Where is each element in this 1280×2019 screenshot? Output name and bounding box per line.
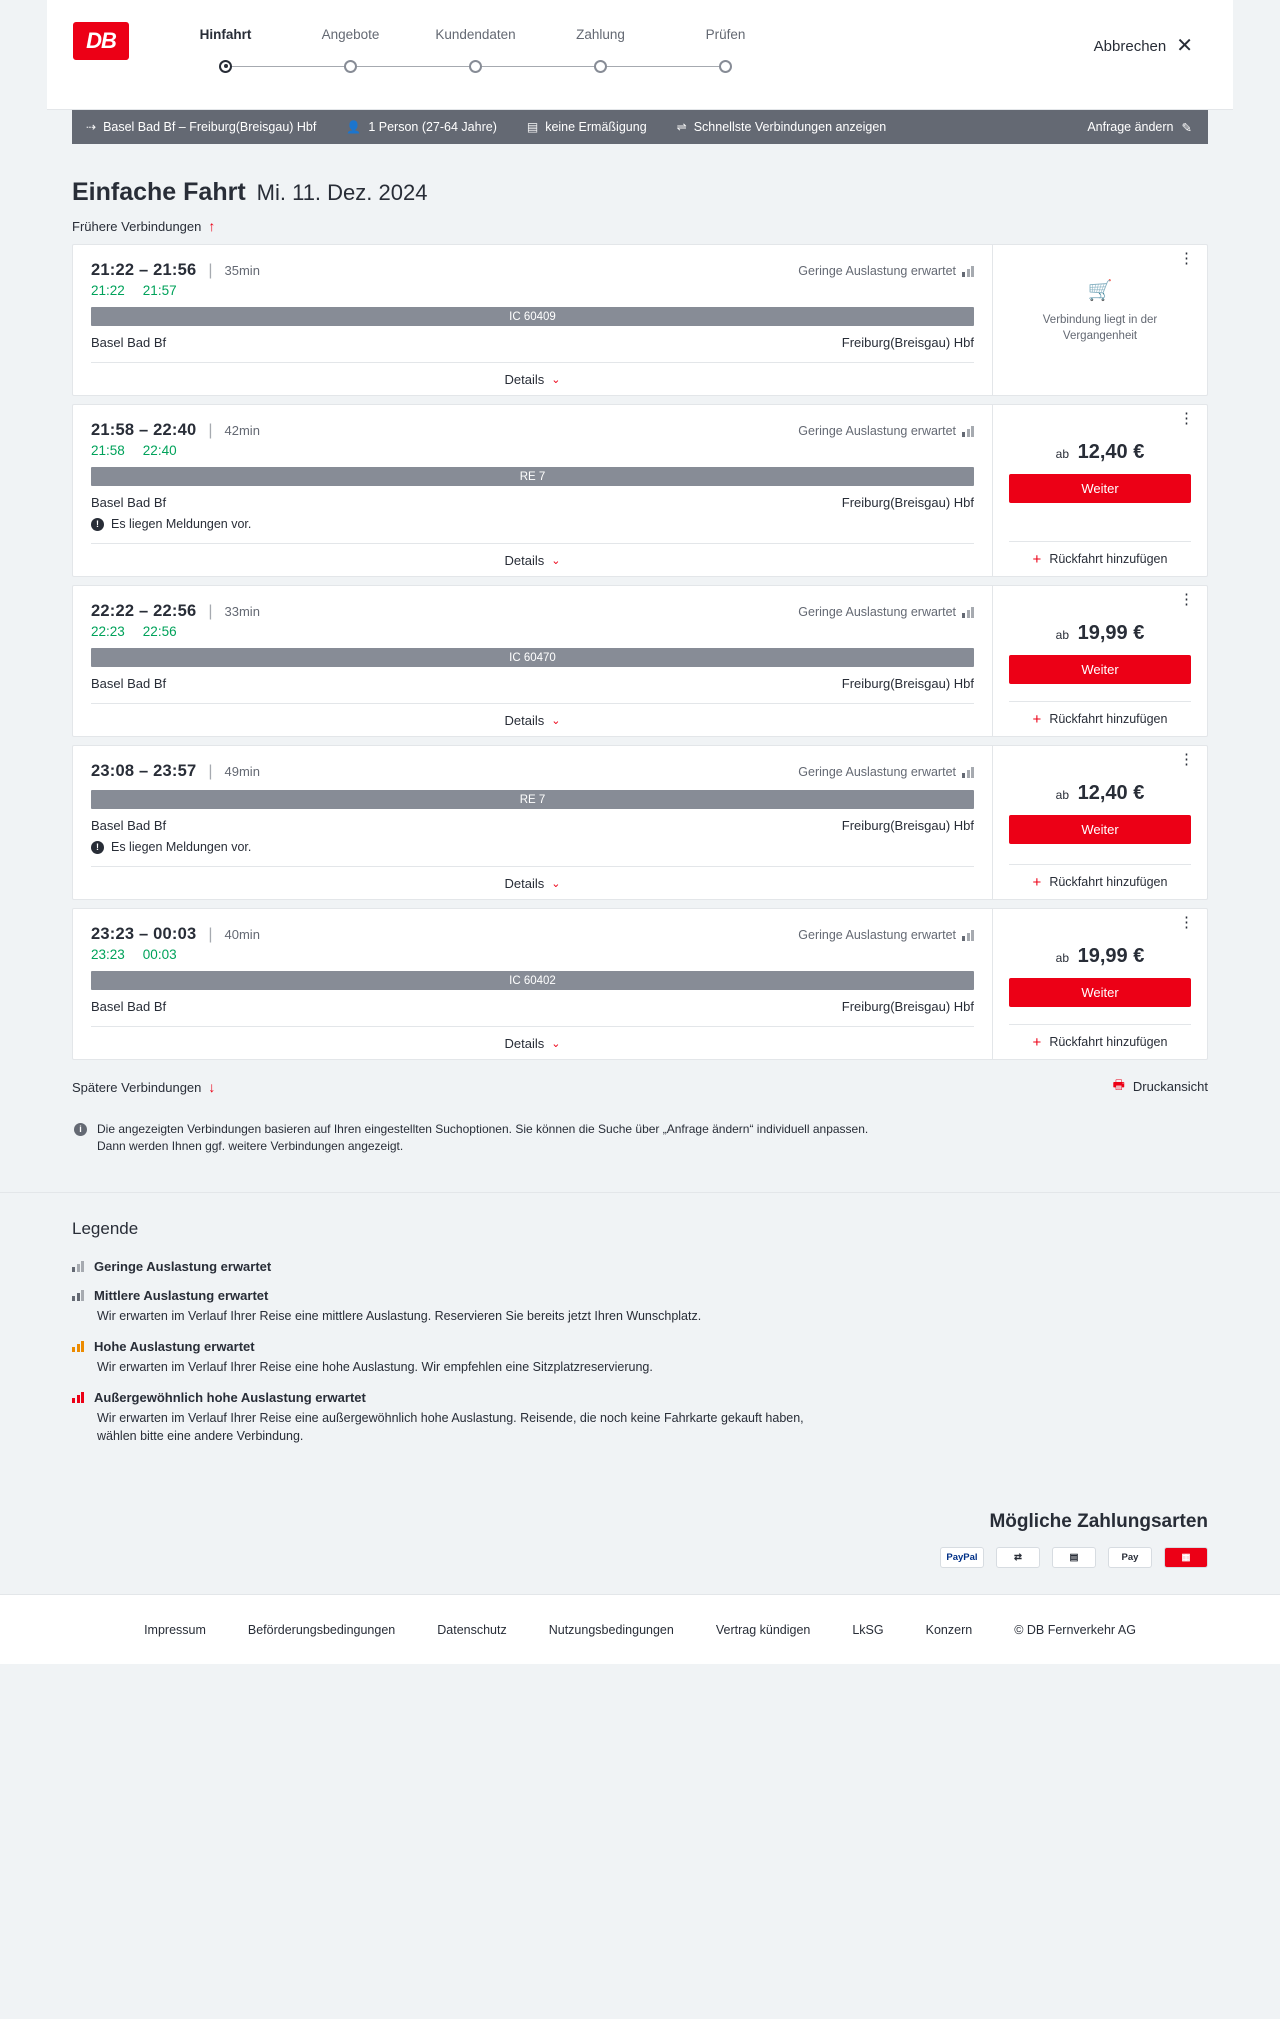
step-connector	[476, 66, 601, 67]
add-return-button[interactable]	[1009, 864, 1191, 899]
cart-icon: 🛒	[1087, 280, 1113, 302]
more-options-icon[interactable]: ⋮	[1179, 914, 1195, 931]
details-label: Details	[504, 1035, 545, 1051]
query-route-label: Basel Bad Bf – Freiburg(Breisgau) Hbf	[103, 120, 317, 134]
train-bar[interactable]: RE 7	[91, 467, 974, 486]
chevron-down-icon: ⌄	[551, 1037, 561, 1050]
query-discount-label: keine Ermäßigung	[545, 120, 647, 134]
paypal-icon: PayPal	[940, 1547, 984, 1568]
query-discount[interactable]	[527, 120, 647, 134]
later-connections-button[interactable]	[72, 1079, 215, 1095]
origin-station: Basel Bad Bf	[91, 495, 167, 510]
step-dot	[594, 60, 607, 73]
payment-logos	[72, 1547, 1208, 1568]
occupancy-bars-icon	[962, 426, 974, 437]
occupancy-label: Geringe Auslastung erwartet	[798, 928, 956, 942]
connection-time-range: 23:08 – 23:57	[91, 762, 197, 780]
destination-station: Freiburg(Breisgau) Hbf	[841, 335, 974, 350]
step-kundendaten[interactable]	[413, 27, 538, 80]
continue-button[interactable]: Weiter	[1009, 815, 1191, 844]
add-return-label: Rückfahrt hinzufügen	[1049, 712, 1168, 726]
page-title	[72, 178, 1208, 207]
arrival-time: 21:57	[142, 283, 177, 298]
chevron-down-icon: ⌄	[551, 373, 561, 386]
search-info-text: Die angezeigten Verbindungen basieren auf Ihren eingestellten Suchoptionen. Sie können die Suche über „Anfrage ändern“ individuell anpassen. Dann werden Ihnen ggf. weitere Verbindungen angezeigt.	[97, 1122, 869, 1154]
price-value: 19,99 €	[1077, 622, 1145, 644]
train-bar[interactable]: IC 60409	[91, 307, 974, 326]
connection-details: 23:08 – 23:57 | 49min Geringe Auslastung erwartet RE 7 Basel Bad Bf Freiburg(Breisgau) Hbf ! Es liegen Meldungen vor. Details ⌄	[73, 746, 992, 899]
arrival-time: 22:56	[142, 624, 177, 639]
legend-desc: Wir erwarten im Verlauf Ihrer Reise eine außergewöhnlich hohe Auslastung. Reisende, die noch keine Fahrkarte gekauft haben, wählen bitte eine andere Verbindung.	[97, 1411, 804, 1444]
connection-time-range: 21:22 – 21:56	[91, 261, 197, 279]
footer-link-vertrag-kuendigen[interactable]: Vertrag kündigen	[715, 1622, 811, 1637]
footer	[0, 1594, 1280, 1664]
connection-row[interactable]	[72, 585, 1208, 737]
plus-icon: +	[1032, 550, 1042, 568]
legend-item-high	[72, 1339, 1208, 1376]
cancel-button[interactable]	[1094, 36, 1193, 56]
connection-duration: 49min	[224, 764, 260, 779]
details-label: Details	[504, 552, 545, 568]
details-label: Details	[504, 712, 545, 728]
connection-details: 21:22 – 21:56 | 35min Geringe Auslastung erwartet 21:22 21:57 IC 60409 Basel Bad Bf Freiburg(Breisgau) Hbf Details ⌄	[73, 245, 992, 395]
printer-icon: 🖶	[1112, 1076, 1125, 1092]
step-label: Hinfahrt	[199, 27, 252, 42]
query-route[interactable]	[86, 120, 316, 134]
legend-section	[0, 1192, 1280, 1494]
edit-query-label: Anfrage ändern	[1087, 120, 1174, 134]
add-return-button[interactable]	[1009, 701, 1191, 736]
footer-link-datenschutz[interactable]: Datenschutz	[437, 1622, 507, 1637]
price-display	[1009, 622, 1191, 645]
chevron-down-icon: ⌄	[551, 714, 561, 727]
trip-type-label: Einfache Fahrt	[72, 178, 246, 206]
price-prefix: ab	[1055, 788, 1070, 802]
price-display	[1009, 782, 1191, 805]
details-toggle[interactable]	[91, 1026, 974, 1059]
payment-methods-section	[0, 1493, 1280, 1594]
occupancy-indicator	[798, 424, 974, 438]
plus-icon: +	[1032, 710, 1042, 728]
chevron-down-icon: ⌄	[551, 554, 561, 567]
continue-button[interactable]: Weiter	[1009, 655, 1191, 684]
legend-item-medium	[72, 1288, 1208, 1325]
step-label: Prüfen	[705, 27, 746, 42]
footer-link-impressum[interactable]: Impressum	[144, 1622, 206, 1637]
step-connector	[601, 66, 726, 67]
arrival-time: 22:40	[142, 443, 177, 458]
cancel-label: Abbrechen	[1093, 37, 1167, 55]
invoice-icon: ▤	[1052, 1547, 1096, 1568]
trip-date-label: Mi. 11. Dez. 2024	[256, 180, 428, 205]
more-options-icon[interactable]: ⋮	[1179, 751, 1195, 768]
footer-link-befoerderungsbedingungen[interactable]: Beförderungsbedingungen	[247, 1622, 396, 1637]
connection-row[interactable]	[72, 404, 1208, 577]
connection-actions	[992, 746, 1207, 899]
print-view-button[interactable]	[1113, 1076, 1208, 1098]
departure-time: 23:23	[91, 947, 125, 962]
connection-time-range: 23:23 – 00:03	[91, 925, 197, 943]
info-icon: !	[91, 841, 104, 854]
price-display	[1009, 441, 1191, 464]
step-label: Zahlung	[576, 27, 625, 42]
earlier-connections-button[interactable]	[72, 218, 215, 234]
route-arrow-icon: ⇢	[86, 120, 97, 134]
price-prefix: ab	[1055, 628, 1070, 642]
origin-station: Basel Bad Bf	[91, 999, 167, 1014]
price-value: 12,40 €	[1077, 441, 1145, 463]
continue-button[interactable]: Weiter	[1009, 474, 1191, 503]
price-display	[1009, 945, 1191, 968]
results-section	[72, 178, 1208, 1192]
step-dot	[719, 60, 732, 73]
filter-icon: ⇌	[676, 120, 687, 134]
destination-station: Freiburg(Breisgau) Hbf	[841, 676, 974, 691]
later-connections-label: Spätere Verbindungen	[72, 1079, 202, 1095]
step-label: Kundendaten	[435, 27, 516, 42]
connection-time-range: 21:58 – 22:40	[91, 421, 197, 439]
query-passengers[interactable]	[346, 120, 497, 134]
close-icon: ✕	[1176, 35, 1193, 57]
legend-desc: Wir erwarten im Verlauf Ihrer Reise eine hohe Auslastung. Wir empfehlen eine Sitzplatzreservierung.	[97, 1359, 653, 1374]
search-info-note	[74, 1121, 874, 1156]
connection-details: 21:58 – 22:40 | 42min Geringe Auslastung erwartet 21:58 22:40 RE 7 Basel Bad Bf Freiburg(Breisgau) Hbf ! Es liegen Meldungen vor. Details ⌄	[73, 405, 992, 576]
query-sorting[interactable]	[677, 120, 887, 134]
details-toggle[interactable]	[91, 866, 974, 899]
db-logo: DB	[73, 22, 129, 60]
query-summary-bar	[72, 110, 1208, 144]
arrow-up-icon: ↑	[208, 218, 216, 234]
connection-duration: 35min	[224, 263, 260, 278]
connection-time-range: 22:22 – 22:56	[91, 602, 197, 620]
occupancy-high-icon	[72, 1341, 84, 1352]
apple-pay-icon: Pay	[1108, 1547, 1152, 1568]
departure-time: 22:23	[91, 624, 125, 639]
connection-row[interactable]	[72, 745, 1208, 900]
query-passengers-label: 1 Person (27-64 Jahre)	[368, 120, 497, 134]
train-bar[interactable]: RE 7	[91, 790, 974, 809]
price-value: 12,40 €	[1077, 782, 1145, 804]
occupancy-very-high-icon	[72, 1392, 84, 1403]
price-value: 19,99 €	[1077, 945, 1145, 967]
edit-query-button[interactable]	[1087, 120, 1192, 135]
occupancy-label: Geringe Auslastung erwartet	[798, 605, 956, 619]
connection-details: 23:23 – 00:03 | 40min Geringe Auslastung erwartet 23:23 00:03 IC 60402 Basel Bad Bf Freiburg(Breisgau) Hbf Details ⌄	[73, 909, 992, 1059]
step-dot	[219, 60, 232, 73]
connection-actions	[992, 586, 1207, 736]
price-prefix: ab	[1055, 447, 1070, 461]
checkout-stepper	[163, 27, 788, 80]
add-return-button[interactable]	[1009, 541, 1191, 576]
more-options-icon[interactable]: ⋮	[1179, 410, 1195, 427]
legend-label: Außergewöhnlich hohe Auslastung erwartet	[94, 1390, 366, 1406]
occupancy-medium-icon	[72, 1290, 84, 1301]
plus-icon: +	[1032, 873, 1042, 891]
more-options-icon[interactable]: ⋮	[1179, 591, 1195, 608]
footer-link-lksg[interactable]: LkSG	[852, 1622, 884, 1637]
connection-duration: 33min	[224, 604, 260, 619]
add-return-label: Rückfahrt hinzufügen	[1049, 875, 1168, 889]
add-return-button[interactable]	[1009, 1024, 1191, 1059]
disruption-label: Es liegen Meldungen vor.	[111, 840, 252, 854]
footer-link-konzern[interactable]: Konzern	[925, 1622, 973, 1637]
details-label: Details	[504, 371, 545, 387]
chevron-down-icon: ⌄	[551, 877, 561, 890]
details-toggle[interactable]	[91, 362, 974, 395]
step-zahlung[interactable]	[538, 27, 663, 80]
step-connector	[351, 66, 476, 67]
disruption-note[interactable]	[91, 840, 974, 854]
destination-station: Freiburg(Breisgau) Hbf	[841, 818, 974, 833]
price-prefix: ab	[1055, 951, 1070, 965]
earlier-connections-label: Frühere Verbindungen	[72, 218, 202, 234]
origin-station: Basel Bad Bf	[91, 818, 167, 833]
step-dot	[469, 60, 482, 73]
legend-label: Geringe Auslastung erwartet	[94, 1258, 272, 1274]
payment-title: Mögliche Zahlungsarten	[989, 1511, 1208, 1533]
arrival-time: 00:03	[142, 947, 177, 962]
disruption-note[interactable]	[91, 517, 974, 531]
footer-copyright: © DB Fernverkehr AG	[1014, 1622, 1136, 1637]
legend-item-very-high	[72, 1390, 1208, 1445]
pencil-icon: ✎	[1181, 120, 1192, 135]
occupancy-indicator	[798, 264, 974, 278]
credit-card-icon: ▦	[1164, 1547, 1208, 1568]
connection-actions	[992, 909, 1207, 1059]
departure-time: 21:58	[91, 443, 125, 458]
departure-time: 21:22	[91, 283, 125, 298]
origin-station: Basel Bad Bf	[91, 335, 167, 350]
occupancy-low-icon	[72, 1261, 84, 1272]
details-label: Details	[504, 875, 545, 891]
past-connection-note	[1009, 277, 1191, 344]
continue-button[interactable]: Weiter	[1009, 978, 1191, 1007]
occupancy-indicator	[798, 928, 974, 942]
disruption-label: Es liegen Meldungen vor.	[111, 517, 252, 531]
connection-actions	[992, 405, 1207, 576]
legend-desc: Wir erwarten im Verlauf Ihrer Reise eine mittlere Auslastung. Reservieren Sie bereits jetzt Ihren Wunschplatz.	[97, 1308, 702, 1323]
footer-link-nutzungsbedingungen[interactable]: Nutzungsbedingungen	[548, 1622, 674, 1637]
connection-details: 22:22 – 22:56 | 33min Geringe Auslastung erwartet 22:23 22:56 IC 60470 Basel Bad Bf Freiburg(Breisgau) Hbf Details ⌄	[73, 586, 992, 736]
add-return-label: Rückfahrt hinzufügen	[1049, 552, 1168, 566]
occupancy-label: Geringe Auslastung erwartet	[798, 424, 956, 438]
origin-station: Basel Bad Bf	[91, 676, 167, 691]
card-icon: ▤	[526, 120, 539, 134]
legend-item-low	[72, 1259, 1208, 1274]
train-bar[interactable]: IC 60470	[91, 648, 974, 667]
info-icon: !	[91, 518, 104, 531]
destination-station: Freiburg(Breisgau) Hbf	[841, 999, 974, 1014]
person-icon: 👤	[346, 120, 362, 134]
occupancy-indicator	[798, 605, 974, 619]
occupancy-bars-icon	[962, 607, 974, 618]
arrow-down-icon: ↓	[208, 1079, 216, 1095]
connection-row[interactable]	[72, 908, 1208, 1060]
add-return-label: Rückfahrt hinzufügen	[1049, 1035, 1168, 1049]
details-toggle[interactable]	[91, 543, 974, 576]
occupancy-indicator	[798, 765, 974, 779]
direct-debit-icon: ⇄	[996, 1547, 1040, 1568]
legend-title: Legende	[72, 1218, 139, 1238]
occupancy-label: Geringe Auslastung erwartet	[798, 264, 956, 278]
destination-station: Freiburg(Breisgau) Hbf	[841, 495, 974, 510]
occupancy-bars-icon	[962, 266, 974, 277]
step-label: Angebote	[321, 27, 380, 42]
connection-duration: 42min	[224, 423, 260, 438]
occupancy-bars-icon	[962, 767, 974, 778]
step-hinfahrt[interactable]	[163, 27, 288, 80]
print-view-label: Druckansicht	[1132, 1079, 1208, 1094]
connection-row[interactable]	[72, 244, 1208, 396]
legend-label: Hohe Auslastung erwartet	[94, 1338, 255, 1354]
step-dot	[344, 60, 357, 73]
occupancy-label: Geringe Auslastung erwartet	[798, 765, 956, 779]
step-angebote[interactable]	[288, 27, 413, 80]
step-pruefen[interactable]	[663, 27, 788, 80]
past-connection-label: Verbindung liegt in der Vergangenheit	[1042, 314, 1158, 343]
more-options-icon[interactable]: ⋮	[1179, 250, 1195, 267]
info-icon: i	[74, 1123, 87, 1136]
occupancy-bars-icon	[962, 930, 974, 941]
details-toggle[interactable]	[91, 703, 974, 736]
plus-icon: +	[1032, 1033, 1042, 1051]
connection-duration: 40min	[224, 927, 260, 942]
app-header	[47, 0, 1233, 110]
connection-actions	[992, 245, 1207, 395]
query-sorting-label: Schnellste Verbindungen anzeigen	[693, 120, 887, 134]
train-bar[interactable]: IC 60402	[91, 971, 974, 990]
step-connector	[226, 66, 351, 67]
legend-label: Mittlere Auslastung erwartet	[94, 1287, 269, 1303]
